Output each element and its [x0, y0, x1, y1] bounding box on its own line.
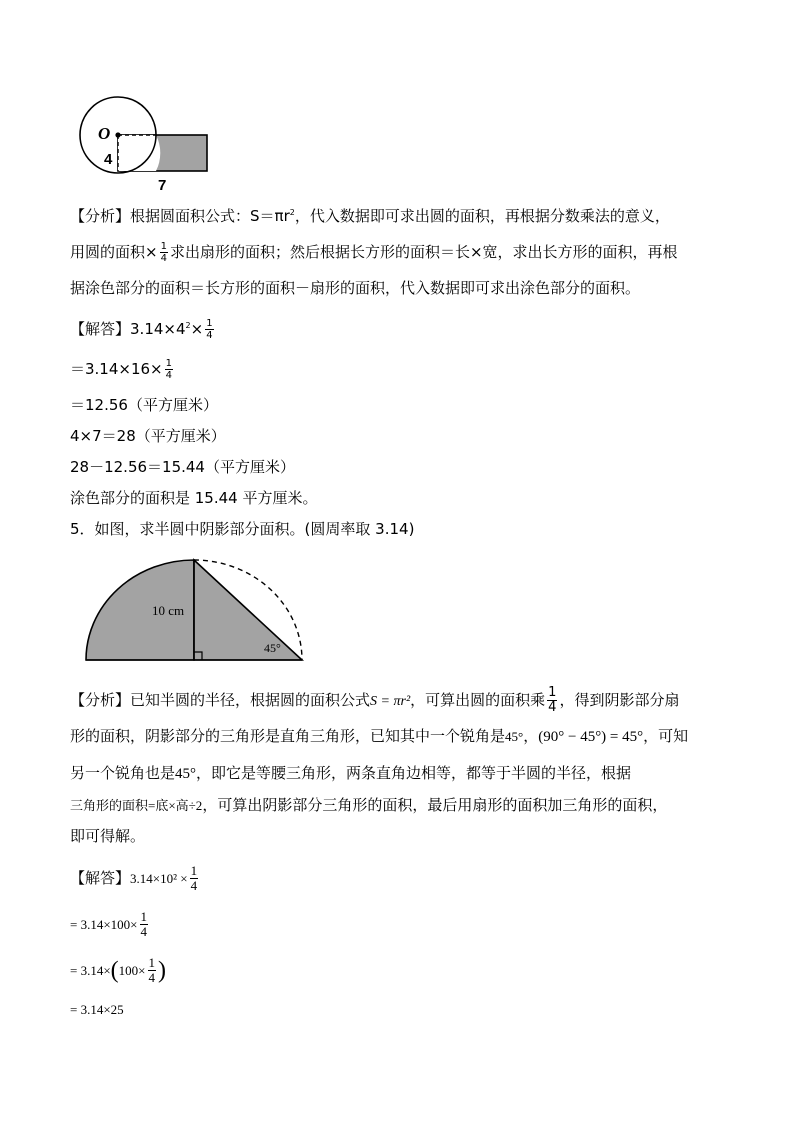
figure-circle-rectangle	[70, 92, 220, 196]
analysis-tag: 【分析】	[70, 691, 131, 709]
answer1-step2: ＝3.14×16× $\frac{1}{4}$	[70, 358, 172, 381]
fraction: $\frac{1}{4}$	[165, 358, 172, 381]
answer-tag: 【解答】	[70, 320, 131, 338]
figure-semicircle	[84, 556, 308, 666]
answer1-step4: 4×7＝28（平方厘米）	[70, 427, 226, 445]
fraction: $\frac{1}{4}$	[140, 909, 147, 939]
answer2-step4: = 3.14×25	[70, 1002, 124, 1017]
analysis2-line1: 【分析】已知半圆的半径，根据圆的面积公式S = πr²，可算出圆的面积乘 $\frac{1}{4}$ ，得到阴影部分扇	[70, 685, 680, 715]
question5-title: 5．如图，求半圆中阴影部分面积。(圆周率取 3.14)	[70, 520, 415, 538]
analysis2-line4: 三角形的面积=底×高÷2，可算出阴影部分三角形的面积，最后用扇形的面积加三角形的面积，	[70, 796, 668, 814]
analysis-tag: 【分析】	[70, 207, 131, 225]
fraction: $\frac{1}{4}$	[160, 241, 167, 264]
answer1-conclusion: 涂色部分的面积是 15.44 平方厘米。	[70, 489, 318, 507]
circle-overlap-fill	[118, 135, 160, 171]
analysis1-line3: 据涂色部分的面积＝长方形的面积－扇形的面积，代入数据即可求出涂色部分的面积。	[70, 279, 641, 297]
label-radius: 4	[104, 151, 113, 168]
analysis2-line2: 形的面积，阴影部分的三角形是直角三角形，已知其中一个锐角是45°，(90° − 45°) = 45°，可知	[70, 727, 689, 745]
analysis2-line5: 即可得解。	[70, 827, 146, 845]
analysis2-line3: 另一个锐角也是45°，即它是等腰三角形，两条直角边相等，都等于半圆的半径，根据	[70, 764, 632, 782]
analysis1-line1: 【分析】根据圆面积公式：$S=\pi r^2$，代入数据即可求出圆的面积，再根据分数乘法的意义，	[70, 207, 670, 225]
center-dot	[115, 132, 120, 137]
label-height: 10 cm	[152, 603, 185, 618]
fraction: $\frac{1}{4}$	[206, 318, 213, 341]
fraction: $\frac{1}{4}$	[148, 955, 156, 985]
answer-tag: 【解答】	[70, 869, 131, 887]
answer2-step1: 【解答】3.14×10² × $\frac{1}{4}$	[70, 863, 198, 893]
answer1-step1: 【解答】$3.14\times 4^2\times$ $\frac{1}{4}$	[70, 318, 213, 341]
label-o: O	[98, 124, 111, 143]
shaded-triangle	[194, 560, 302, 660]
fraction: $\frac{1}{4}$	[548, 685, 557, 715]
label-angle: 45°	[264, 641, 281, 655]
fraction: $\frac{1}{4}$	[190, 863, 198, 893]
answer2-step3: = 3.14×(100× $\frac{1}{4}$ )	[70, 955, 167, 985]
answer1-step5: 28－12.56＝15.44（平方厘米）	[70, 458, 295, 476]
label-length: 7	[158, 177, 167, 194]
analysis1-line2: 用圆的面积× $\frac{1}{4}$ 求出扇形的面积；然后根据长方形的面积＝长×宽，求出长方形的面积，再根	[70, 241, 678, 264]
answer1-step3: ＝12.56（平方厘米）	[70, 396, 218, 414]
answer2-step2: = 3.14×100× $\frac{1}{4}$	[70, 909, 147, 939]
